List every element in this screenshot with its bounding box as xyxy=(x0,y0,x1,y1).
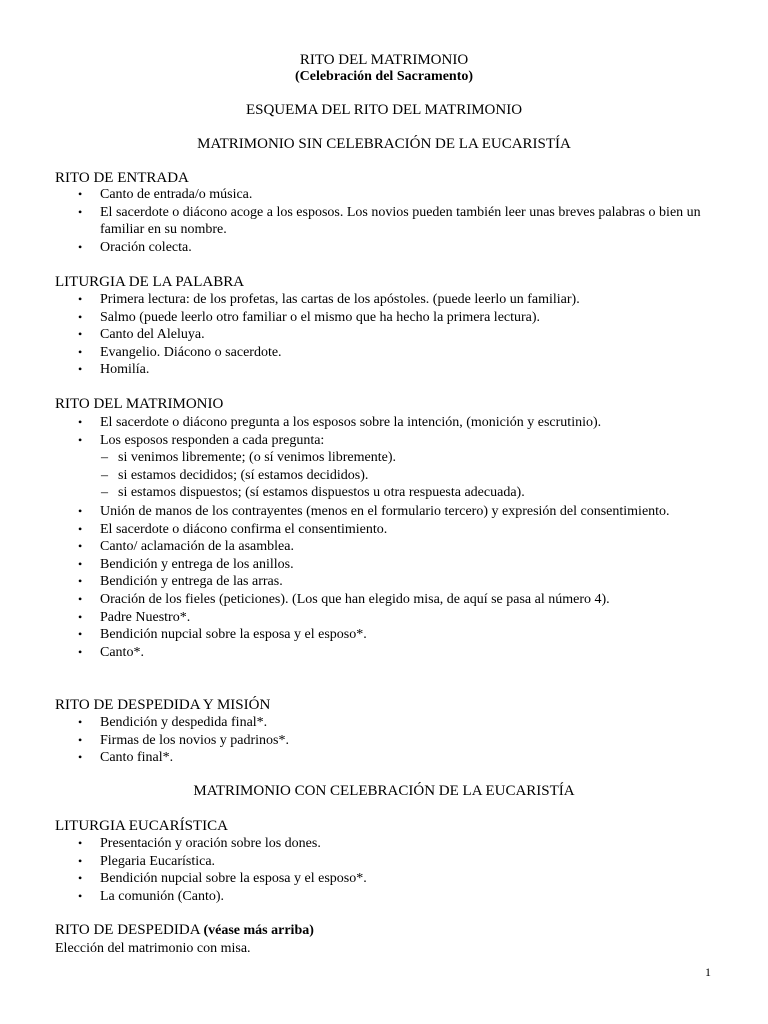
bullet-icon: • xyxy=(78,292,83,306)
bullet-icon: • xyxy=(78,853,83,868)
section-heading-palabra: LITURGIA DE LA PALABRA xyxy=(55,274,245,290)
section-heading-entrada: RITO DE ENTRADA xyxy=(55,170,189,186)
bullet-icon: • xyxy=(78,239,83,254)
bullet-icon: • xyxy=(78,609,83,624)
bullet-icon: • xyxy=(78,415,83,429)
list-matrimonio-continued xyxy=(55,503,715,661)
document-subtitle: (Celebración del Sacramento) xyxy=(294,69,474,84)
list-item: – si estamos dispuestos; (sí estamos dispuestos u otra respuesta adecuada). xyxy=(101,485,525,501)
list-item: • Evangelio. Diácono o sacerdote. xyxy=(78,344,282,360)
list-item: • Presentación y oración sobre los dones. xyxy=(78,836,321,851)
bullet-icon: • xyxy=(78,644,83,659)
list-matrimonio xyxy=(55,414,715,502)
bullet-icon: • xyxy=(78,344,83,359)
list-item: • El sacerdote o diácono pregunta a los esposos sobre la intención, (monición y escrutinio). xyxy=(78,415,602,430)
section-heading-eucaristica: LITURGIA EUCARÍSTICA xyxy=(55,818,228,834)
list-item: • Canto final*. xyxy=(78,750,174,766)
bullet-icon: • xyxy=(78,504,83,518)
bullet-icon: • xyxy=(78,750,83,765)
bullet-icon: • xyxy=(78,888,83,903)
list-item: • Canto del Aleluya. xyxy=(78,327,205,343)
list-item: • Padre Nuestro*. xyxy=(78,609,191,625)
list-despedida-mision xyxy=(55,714,715,767)
part-heading-without-eucharist: MATRIMONIO SIN CELEBRACIÓN DE LA EUCARISTÍA xyxy=(197,136,571,152)
dash-icon: – xyxy=(101,450,108,466)
document-title: RITO DEL MATRIMONIO xyxy=(299,52,469,68)
list-item: – si venimos libremente; (o sí venimos libremente). xyxy=(101,450,396,466)
bullet-icon: • xyxy=(78,556,83,571)
bullet-icon: • xyxy=(78,871,83,886)
list-palabra xyxy=(55,291,715,379)
list-item: • Primera lectura: de los profetas, las cartas de los apóstoles. (puede leerlo un familiar). xyxy=(78,292,580,307)
list-item: • Oración colecta. xyxy=(78,239,192,255)
bullet-icon: • xyxy=(78,362,83,377)
section-heading-matrimonio: RITO DEL MATRIMONIO xyxy=(55,396,224,412)
list-entrada xyxy=(55,186,715,256)
list-item: • Canto*. xyxy=(78,644,144,660)
list-item: • Salmo (puede leerlo otro familiar o el mismo que ha hecho la primera lectura). xyxy=(78,309,541,325)
list-item: • La comunión (Canto). xyxy=(78,888,225,904)
bullet-icon: • xyxy=(78,187,83,201)
bullet-icon: • xyxy=(78,836,83,850)
list-item: • Bendición nupcial sobre la esposa y el esposo*. xyxy=(78,627,367,643)
bullet-icon: • xyxy=(78,204,83,219)
bullet-icon: • xyxy=(78,432,83,447)
bullet-icon: • xyxy=(78,327,83,342)
list-item: • Plegaria Eucarística. xyxy=(78,853,216,869)
bullet-icon: • xyxy=(78,574,83,589)
bullet-icon: • xyxy=(78,539,83,554)
list-eucaristica xyxy=(55,835,715,905)
bullet-icon: • xyxy=(78,521,83,536)
list-item: • Oración de los fieles (peticiones). (Los que han elegido misa, de aquí se pasa al número 4). xyxy=(78,591,610,607)
list-item: – si estamos decididos; (sí estamos decididos). xyxy=(101,467,369,483)
section-heading-despedida-label: RITO DE DESPEDIDA xyxy=(55,922,200,938)
page-number: 1 xyxy=(705,965,711,979)
dash-icon: – xyxy=(101,467,108,483)
list-item: • Canto/ aclamación de la asamblea. xyxy=(78,539,294,555)
list-item: • Firmas de los novios y padrinos*. xyxy=(78,732,289,748)
bullet-icon: • xyxy=(78,591,83,606)
section-heading-despedida-mision: RITO DE DESPEDIDA Y MISIÓN xyxy=(55,697,271,713)
list-item: • Los esposos responden a cada pregunta: – si venimos libremente; (o sí venimos libremente). – si estamos decididos; (sí estamos decididos). – si estamos dispuestos; (sí estamos dispuestos u otra respuesta adecuada). xyxy=(55,432,715,502)
list-item: • Bendición nupcial sobre la esposa y el esposo*. xyxy=(78,871,367,887)
list-item: • Bendición y entrega de las arras. xyxy=(78,574,283,590)
list-item: • El sacerdote o diácono acoge a los esposos. Los novios pueden también leer unas breves palabras o bien un familiar en su nombre. xyxy=(78,204,701,238)
despedida-text: Elección del matrimonio con misa. xyxy=(55,941,251,956)
list-item: • Homilía. xyxy=(78,362,150,378)
dash-icon: – xyxy=(101,485,108,501)
part-heading-with-eucharist: MATRIMONIO CON CELEBRACIÓN DE LA EUCARISTÍA xyxy=(193,783,575,799)
list-item: • El sacerdote o diácono confirma el consentimiento. xyxy=(78,521,388,537)
list-item: • Bendición y despedida final*. xyxy=(78,715,268,730)
bullet-icon: • xyxy=(78,715,83,729)
bullet-icon: • xyxy=(78,732,83,747)
answers-list xyxy=(100,449,715,502)
list-item: • Bendición y entrega de los anillos. xyxy=(78,556,294,572)
list-item: • Canto de entrada/o música. xyxy=(78,187,253,202)
bullet-icon: • xyxy=(78,309,83,324)
bullet-icon: • xyxy=(78,627,83,642)
section-heading-despedida-note: (véase más arriba) xyxy=(203,923,314,938)
section-heading-despedida xyxy=(55,921,314,940)
schema-heading: ESQUEMA DEL RITO DEL MATRIMONIO xyxy=(245,102,523,118)
list-item: • Unión de manos de los contrayentes (menos en el formulario tercero) y expresión del consentimiento. xyxy=(78,504,670,519)
